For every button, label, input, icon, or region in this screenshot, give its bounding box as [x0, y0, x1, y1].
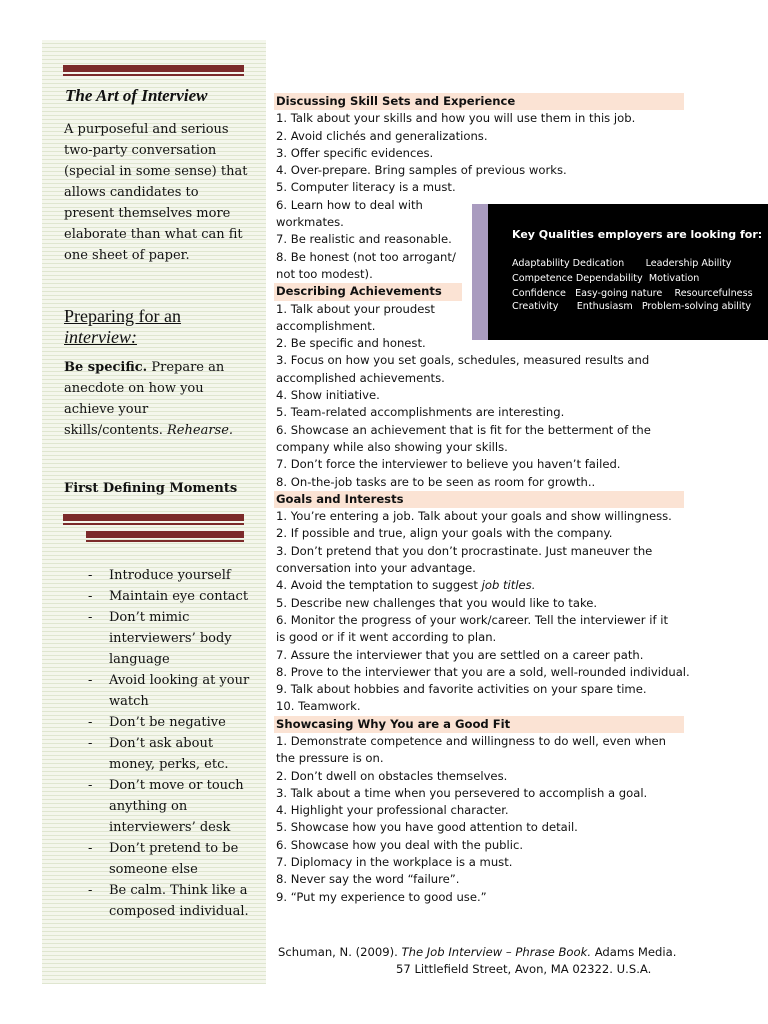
key-qualities-box: [472, 204, 768, 340]
list-item: - Don’t ask about money, perks, etc.: [86, 733, 256, 775]
list-item: - Don’t be negative: [86, 712, 256, 733]
sidebar-intro: A purposeful and serious two-party conversation (special in some sense) that allows candidates to present themselves more elaborate than what can fit one sheet of paper.: [64, 122, 248, 263]
key-qualities-line: Creativity Enthusiasm Problem-solving ability: [512, 301, 752, 312]
key-qualities-line: Adaptability Dedication Leadership Ability: [512, 258, 732, 269]
list-item: 6. Showcase an achievement that is fit for the betterment of the company while also showing your skills.: [276, 422, 651, 454]
list-item: 6. Learn how to deal with workmates.: [276, 197, 423, 230]
list-item: - Avoid looking at your watch: [86, 670, 256, 712]
list-item: 5. Team-related accomplishments are interesting.: [276, 405, 565, 420]
list-item: 1. Talk about your skills and how you will use them in this job.: [276, 111, 636, 126]
list-item: 10. Teamwork.: [276, 699, 361, 714]
list-item: 5. Showcase how you have good attention to detail.: [276, 820, 578, 835]
list-item: 7. Assure the interviewer that you are settled on a career path.: [276, 647, 644, 662]
citation-publisher: Adams Media.: [594, 945, 677, 959]
list-item: - Introduce yourself: [86, 565, 256, 586]
rehearse-text: Rehearse.: [167, 423, 234, 438]
section-heading-goals: Goals and Interests: [274, 491, 684, 508]
key-qualities-line: Confidence Easy-going nature Resourcefulness: [512, 288, 753, 299]
list-item: 9. Talk about hobbies and favorite activities on your spare time.: [276, 682, 647, 697]
key-qualities-line: Competence Dependability Motivation: [512, 273, 700, 284]
list-item: 4. Over-prepare. Bring samples of previous works.: [276, 163, 567, 178]
list-item: 1. You’re entering a job. Talk about your goals and show willingness.: [276, 509, 672, 524]
divider-rule: [86, 531, 244, 538]
preparing-heading: [64, 306, 254, 348]
first-moments-list: [86, 565, 256, 922]
list-item: 4. Show initiative.: [276, 388, 380, 403]
be-specific-paragraph: [64, 357, 250, 441]
key-qualities-title: Key Qualities employers are looking for:: [512, 228, 763, 241]
list-item: 2. Be specific and honest.: [276, 336, 426, 351]
list-item: 6. Showcase how you deal with the public.: [276, 837, 524, 852]
preparing-heading-line2: interview:: [64, 327, 137, 347]
list-item: 8. On-the-job tasks are to be seen as room for growth..: [276, 474, 596, 489]
list-item: 6. Monitor the progress of your work/career. Tell the interviewer if it is good or if it went according to plan.: [276, 612, 668, 645]
section-heading-skills: Discussing Skill Sets and Experience: [274, 93, 684, 110]
citation: [278, 944, 676, 978]
list-item: 8. Never say the word “failure”.: [276, 872, 460, 887]
list-item: 7. Don’t force the interviewer to believe you haven’t failed.: [276, 457, 621, 472]
list-item: 3. Focus on how you set goals, schedules, measured results and accomplished achievements.: [276, 353, 650, 385]
list-item: - Maintain eye contact: [86, 586, 256, 607]
goals-item-4-italic: job titles.: [481, 578, 536, 593]
list-item: [274, 577, 684, 594]
list-item: 4. Highlight your professional character.: [276, 803, 509, 818]
be-specific-label: Be specific.: [64, 360, 148, 375]
list-item: 3. Don’t pretend that you don’t procrastinate. Just maneuver the conversation into your advantage.: [276, 543, 653, 576]
citation-book: The Job Interview – Phrase Book.: [401, 945, 592, 959]
section-heading-goodfit: Showcasing Why You are a Good Fit: [274, 716, 684, 733]
list-item: 9. “Put my experience to good use.”: [276, 889, 487, 904]
list-item: 7. Be realistic and reasonable.: [276, 232, 452, 247]
list-item: - Be calm. Think like a composed individual.: [86, 880, 256, 922]
list-item: 1. Talk about your proudest accomplishment.: [276, 301, 435, 333]
list-item: 1. Demonstrate competence and willingness to do well, even when the pressure is on.: [276, 733, 667, 766]
list-item: 3. Talk about a time when you persevered to accomplish a goal.: [276, 785, 648, 800]
citation-author: Schuman, N. (2009).: [278, 945, 398, 959]
divider-rule: [63, 514, 244, 521]
first-moments-heading: First Defining Moments: [64, 481, 238, 496]
citation-line1: [278, 944, 676, 961]
list-item: 3. Offer specific evidences.: [276, 145, 434, 160]
sidebar-title: The Art of Interview: [65, 86, 208, 105]
list-item: 2. If possible and true, align your goals with the company.: [276, 526, 613, 541]
list-item: 5. Computer literacy is a must.: [276, 180, 456, 195]
divider-rule: [63, 65, 244, 72]
list-item: 8. Prove to the interviewer that you are a sold, well-rounded individual.: [276, 664, 690, 679]
list-item: - Don’t mimic interviewers’ body language: [86, 607, 256, 670]
list-item: 2. Don’t dwell on obstacles themselves.: [276, 768, 508, 783]
section-heading-achievements: Describing Achievements: [274, 283, 462, 300]
list-item: 7. Diplomacy in the workplace is a must.: [276, 855, 513, 870]
goals-item-4-text: 4. Avoid the temptation to suggest: [276, 578, 478, 593]
list-item: - Don’t move or touch anything on interviewers’ desk: [86, 775, 256, 838]
list-item: 5. Describe new challenges that you would like to take.: [276, 595, 598, 610]
citation-address: 57 Littlefield Street, Avon, MA 02322. U.S.A.: [396, 962, 652, 976]
preparing-heading-line1: Preparing for an: [64, 306, 181, 326]
list-item: 2. Avoid clichés and generalizations.: [276, 128, 488, 143]
key-qualities-accent-strip: [472, 204, 488, 340]
be-specific-text: Prepare an anecdote on how you achieve your skills/contents.: [64, 360, 225, 438]
list-item: - Don’t pretend to be someone else: [86, 838, 256, 880]
list-item: 8. Be honest (not too arrogant/ not too modest).: [276, 249, 456, 281]
